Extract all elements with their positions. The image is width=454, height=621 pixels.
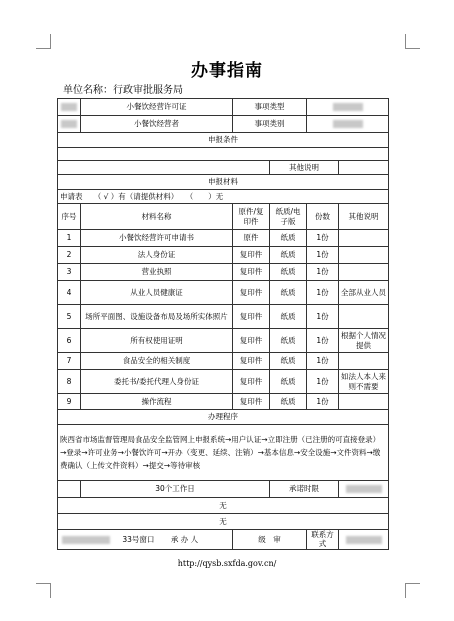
col-name: 材料名称 xyxy=(81,204,233,230)
contact-label: 联系方式 xyxy=(307,530,339,550)
materials-header: 申报材料 xyxy=(58,175,389,190)
item-type-label: 事项类型 xyxy=(233,99,307,116)
materials-header-row xyxy=(58,175,389,190)
other-label: 其他说明 xyxy=(270,161,339,175)
none-row-2 xyxy=(58,514,389,530)
crop-mark-top-left xyxy=(36,34,51,49)
time-value: 30个工作日 xyxy=(81,481,270,498)
col-other: 其他说明 xyxy=(339,204,389,230)
none-row-1 xyxy=(58,498,389,514)
contact-row xyxy=(58,530,389,550)
item-row-2 xyxy=(58,116,389,133)
procedure-header: 办理程序 xyxy=(58,410,389,425)
col-paper: 纸质/电子版 xyxy=(270,204,307,230)
col-copies: 份数 xyxy=(307,204,339,230)
procedure-header-row xyxy=(58,410,389,425)
redacted-cell xyxy=(58,116,81,133)
table-row: 4 从业人员健康证 复印件 纸质 1份 全部从业人员 xyxy=(58,281,389,305)
table-row: 5 场所平面图、设施设备布局及场所实体照片 复印件 纸质 1份 xyxy=(58,305,389,329)
none-value-1: 无 xyxy=(58,498,389,514)
table-row: 6 所有权使用证明 复印件 纸质 1份 根据个人情况提供 xyxy=(58,329,389,353)
declaration-text: 申请表 （ √ ）有（请提供材料） （ ）无 xyxy=(58,190,389,204)
item-name-1: 小餐饮经营许可证 xyxy=(81,99,233,116)
redacted-cell xyxy=(339,530,389,550)
item-category-label: 事项类别 xyxy=(233,116,307,133)
materials-column-header xyxy=(58,204,389,230)
promise-label: 承诺时限 xyxy=(270,481,339,498)
redacted-cell xyxy=(58,99,81,116)
table-row: 1 小餐饮经营许可申请书 原件 纸质 1份 xyxy=(58,230,389,247)
col-no: 序号 xyxy=(58,204,81,230)
level-label: 级 审 xyxy=(233,530,307,550)
item-row-1 xyxy=(58,99,389,116)
redacted-cell xyxy=(339,481,389,498)
none-value-2: 无 xyxy=(58,514,389,530)
other-row xyxy=(58,161,389,175)
col-orig: 原件/复印件 xyxy=(233,204,270,230)
crop-mark-top-right xyxy=(405,34,420,49)
procedure-text: 陕西省市场监督管理局食品安全监管网上申报系统→用户认证→立即注册（已注册的可直接登录）→登录→许可业务→小餐饮许可→开办（变更、延续、注销）→基本信息→安全设施→文件资料→缴费确认（上传文件资料）→提交→等待审核 xyxy=(58,425,389,481)
guide-table xyxy=(57,98,389,550)
redacted-cell xyxy=(307,99,389,116)
table-row: 3 营业执照 复印件 纸质 1份 xyxy=(58,264,389,281)
window-number: 33号窗口 xyxy=(122,534,155,544)
redacted-cell xyxy=(307,116,389,133)
table-row: 8 委托书/委托代理人身份证 复印件 纸质 1份 如法人本人来则不需要 xyxy=(58,370,389,394)
conditions-blank-row xyxy=(58,148,389,161)
table-row: 9 操作流程 复印件 纸质 1份 xyxy=(58,394,389,410)
handler-label: 承 办 人 xyxy=(170,534,199,544)
time-row xyxy=(58,481,389,498)
crop-mark-bottom-right xyxy=(405,583,420,598)
website-url: http://qysb.sxfda.gov.cn/ xyxy=(177,559,277,568)
document-title: 办事指南 xyxy=(191,61,263,81)
crop-mark-bottom-left xyxy=(36,583,51,598)
procedure-row xyxy=(58,425,389,481)
item-name-2: 小餐饮经营者 xyxy=(81,116,233,133)
conditions-header-row xyxy=(58,133,389,148)
unit-name: 单位名称：行政审批服务局 xyxy=(63,85,183,96)
table-row: 2 法人身份证 复印件 纸质 1份 xyxy=(58,247,389,264)
redacted-cell xyxy=(62,536,110,544)
table-row: 7 食品安全的相关制度 复印件 纸质 1份 xyxy=(58,353,389,370)
declaration-row xyxy=(58,190,389,204)
conditions-header: 申报条件 xyxy=(58,133,389,148)
